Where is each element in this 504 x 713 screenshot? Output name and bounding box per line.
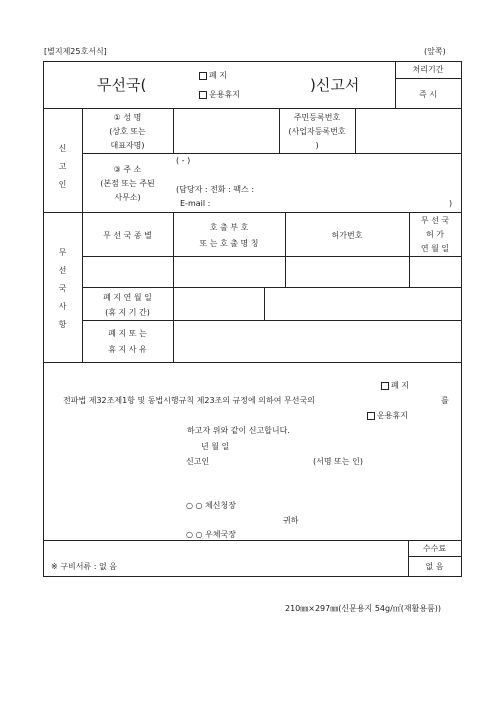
processing-period-label: 처리기간 xyxy=(412,65,444,74)
phone-area-code: ( - ) xyxy=(176,156,191,165)
address-label: ③ 주 소 (본점 또는 주된 사무소) xyxy=(100,165,155,202)
permit-number-header: 허가번호 xyxy=(331,231,363,240)
fee-value: 없 음 xyxy=(425,562,444,571)
email-line: E-mail : xyxy=(180,199,211,208)
reporter-label: 신고인 xyxy=(186,457,210,466)
addressee-post-office: ○ ○ 우체국장 xyxy=(186,530,236,539)
station-section-label: 무 선 국 사 항 xyxy=(58,248,67,329)
permit-date-header: 무 선 국 허 가 연 월 일 xyxy=(420,216,450,253)
suspension-period-field[interactable] xyxy=(265,288,460,319)
paper-spec: 210㎜×297㎜(신문용지 54g/㎡(재활용품)) xyxy=(285,604,442,613)
declaration-option-suspension: 운용휴지 xyxy=(367,410,408,421)
fee-label: 수수료 xyxy=(422,544,447,553)
addressee-regional: ○ ○ 체신청장 xyxy=(186,501,236,510)
page-side-label: (앞쪽) xyxy=(424,47,446,56)
declaration-option-closure: 폐 지 xyxy=(381,380,409,391)
station-type-header: 무 선 국 종 별 xyxy=(103,231,152,240)
call-sign-cell[interactable] xyxy=(174,257,284,286)
reason-label: 폐 지 또 는 휴 지 사 유 xyxy=(108,329,147,354)
reason-field[interactable] xyxy=(174,321,460,361)
form-number: [별지제25호서식] xyxy=(44,47,107,56)
name-field[interactable] xyxy=(174,109,278,152)
honorific: 귀하 xyxy=(283,516,299,525)
checkbox-icon[interactable] xyxy=(381,382,389,390)
permit-number-cell[interactable] xyxy=(286,257,408,286)
declaration-date: 년 월 일 xyxy=(201,442,230,451)
required-documents: ※ 구비서류 : 없 음 xyxy=(51,562,117,571)
station-type-cell[interactable] xyxy=(83,257,172,286)
closure-date-field[interactable] xyxy=(174,288,263,319)
checkbox-icon[interactable] xyxy=(199,91,207,99)
registration-number-field[interactable] xyxy=(356,109,460,152)
declaration-text-tail: 를 xyxy=(441,396,449,405)
title-option-suspension: 운용휴지 xyxy=(199,89,240,100)
call-sign-header: 호 출 부 호 또 는 호 출 명 칭 xyxy=(199,223,259,248)
contact-close-paren: ) xyxy=(449,199,453,208)
signature-label: (서명 또는 인) xyxy=(313,457,363,466)
title-option-closure: 폐 지 xyxy=(199,70,227,81)
contact-line: (담당자 : 전화 : 팩스 : xyxy=(176,185,255,194)
declaration-closing: 하고자 위와 같이 신고합니다. xyxy=(187,426,290,435)
name-label: ① 성 명 (상호 또는 대표자명) xyxy=(109,113,146,150)
address-field[interactable] xyxy=(174,168,460,182)
form-title-right: )신고서 xyxy=(310,76,360,94)
declaration-text: 전파법 제32조제1항 및 동법시행규칙 제23조의 규정에 의하여 무선국의 xyxy=(63,396,315,405)
processing-period-value: 즉 시 xyxy=(419,90,437,99)
checkbox-icon[interactable] xyxy=(367,412,375,420)
form-title-left: 무선국( xyxy=(97,76,147,94)
closure-date-label: 폐 지 연 월 일 (휴 지 기 간) xyxy=(103,293,152,317)
applicant-section-label: 신 고 인 xyxy=(58,144,67,189)
checkbox-icon[interactable] xyxy=(199,72,207,80)
registration-number-label: 주민등록번호 (사업자등록번호 ) xyxy=(288,113,346,150)
permit-date-cell[interactable] xyxy=(410,257,460,286)
